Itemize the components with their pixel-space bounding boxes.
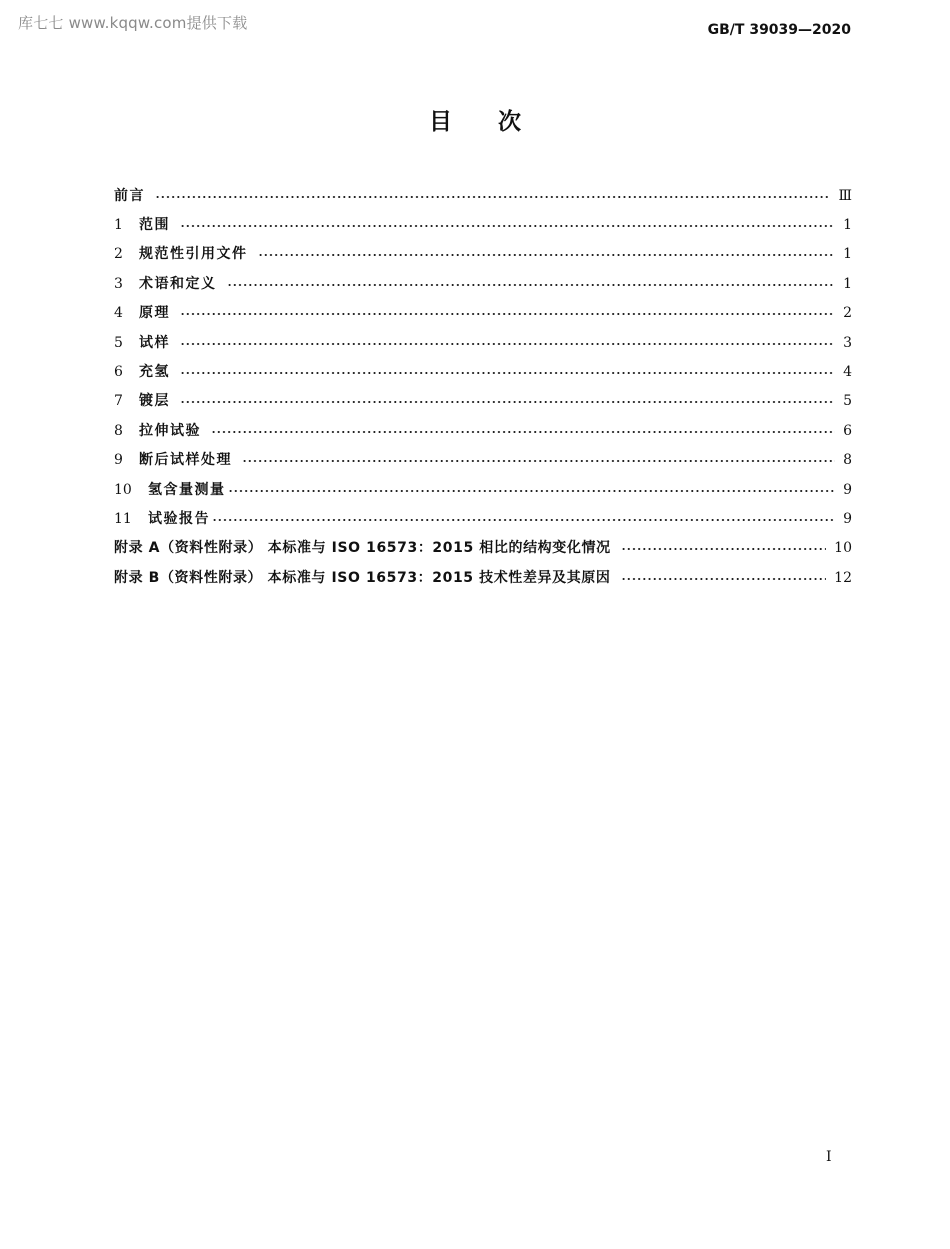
toc-leader-dots <box>180 312 835 316</box>
toc-entry-principle[interactable] <box>114 299 852 328</box>
toc-entry-number: 1 <box>114 217 123 234</box>
toc-entry-page: 1 <box>843 217 852 234</box>
toc-entry-hydrogen-charging[interactable] <box>114 357 852 386</box>
toc-entry-label: 断后试样处理 <box>139 452 232 469</box>
table-of-contents <box>114 181 852 592</box>
toc-entry-page: 5 <box>843 393 852 410</box>
toc-entry-hydrogen-measurement[interactable] <box>114 475 852 504</box>
toc-leader-dots <box>180 342 835 346</box>
toc-leader-dots <box>212 518 835 522</box>
toc-leader-dots <box>211 430 835 434</box>
toc-entry-number: 10 <box>114 481 132 498</box>
toc-entry-label: 附录 B（资料性附录） 本标准与 ISO 16573：2015 技术性差异及其原因 <box>114 569 611 586</box>
toc-entry-page: 3 <box>843 334 852 351</box>
toc-entry-post-fracture-treatment[interactable] <box>114 446 852 475</box>
toc-leader-dots <box>242 459 835 463</box>
toc-entry-number: 6 <box>114 364 123 381</box>
toc-entry-number: 4 <box>114 305 123 322</box>
toc-entry-number: 8 <box>114 422 123 439</box>
toc-entry-page: 9 <box>843 510 852 527</box>
toc-entry-label: 镀层 <box>139 393 170 410</box>
toc-entry-number: 7 <box>114 393 123 410</box>
toc-entry-page: 1 <box>843 275 852 292</box>
toc-title: 目次 <box>429 109 567 135</box>
watermark-text: 库七七 www.kqqw.com提供下载 <box>18 14 248 32</box>
toc-entry-label: 试验报告 <box>148 510 210 527</box>
toc-leader-dots <box>621 547 827 551</box>
toc-leader-dots <box>258 253 836 257</box>
toc-entry-coating[interactable] <box>114 387 852 416</box>
toc-entry-page: 12 <box>834 569 852 586</box>
toc-entry-foreword[interactable] <box>114 181 852 210</box>
toc-leader-dots <box>227 283 836 287</box>
toc-entry-page: 10 <box>834 540 852 557</box>
toc-entry-page: 4 <box>843 364 852 381</box>
toc-leader-dots <box>180 224 835 228</box>
toc-entry-scope[interactable] <box>114 210 852 239</box>
toc-entry-label: 范围 <box>139 217 170 234</box>
toc-entry-label: 原理 <box>139 305 170 322</box>
toc-leader-dots <box>180 400 835 404</box>
toc-entry-label: 前言 <box>114 187 145 204</box>
toc-leader-dots <box>228 489 836 493</box>
toc-entry-label: 附录 A（资料性附录） 本标准与 ISO 16573：2015 相比的结构变化情况 <box>114 540 611 557</box>
toc-leader-dots <box>155 195 830 199</box>
toc-entry-number: 11 <box>114 510 132 527</box>
toc-entry-page: 1 <box>843 246 852 263</box>
toc-entry-test-report[interactable] <box>114 504 852 533</box>
toc-entry-annex-a[interactable] <box>114 534 852 563</box>
toc-entry-annex-b[interactable] <box>114 563 852 592</box>
toc-entry-terms-definitions[interactable] <box>114 269 852 298</box>
toc-entry-normative-references[interactable] <box>114 240 852 269</box>
toc-entry-label: 充氢 <box>139 364 170 381</box>
toc-entry-label: 试样 <box>139 334 170 351</box>
toc-entry-number: 9 <box>114 452 123 469</box>
toc-entry-number: 3 <box>114 275 123 292</box>
standard-code: GB/T 39039—2020 <box>707 22 851 38</box>
toc-entry-label: 拉伸试验 <box>139 422 201 439</box>
toc-entry-page: 9 <box>843 481 852 498</box>
toc-entry-number: 5 <box>114 334 123 351</box>
toc-leader-dots <box>180 371 835 375</box>
toc-entry-label: 氢含量测量 <box>148 481 226 498</box>
toc-entry-specimen[interactable] <box>114 328 852 357</box>
page-number: I <box>826 1149 832 1165</box>
toc-entry-page: 8 <box>843 452 852 469</box>
toc-entry-tensile-test[interactable] <box>114 416 852 445</box>
toc-leader-dots <box>621 577 827 581</box>
toc-entry-label: 规范性引用文件 <box>139 246 248 263</box>
toc-entry-page: 2 <box>843 305 852 322</box>
toc-entry-page: 6 <box>843 422 852 439</box>
toc-entry-label: 术语和定义 <box>139 275 217 292</box>
toc-entry-number: 2 <box>114 246 123 263</box>
toc-entry-page: Ⅲ <box>838 187 852 204</box>
